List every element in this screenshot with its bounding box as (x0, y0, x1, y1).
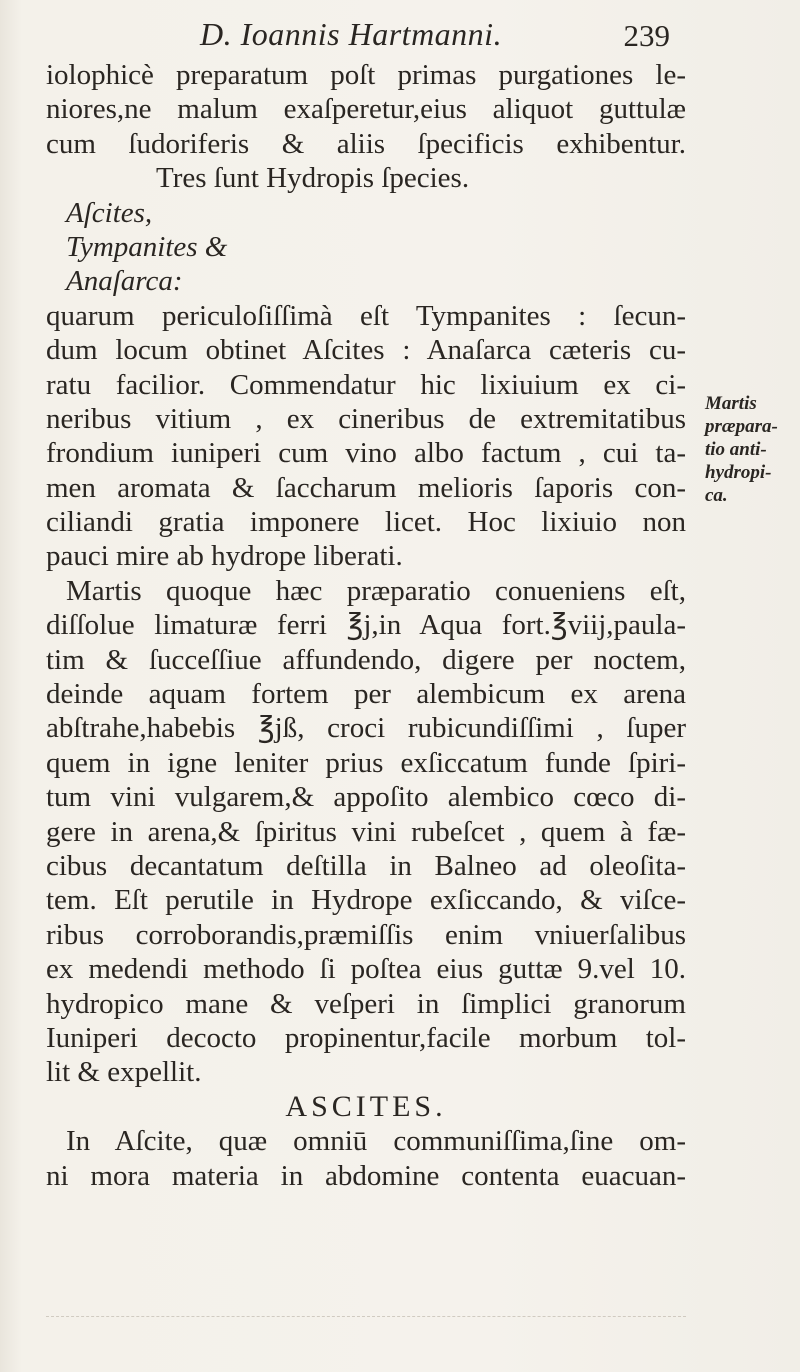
text-line: gere in arena,& ſpiritus vini rubeſcet , quem à fæ- (46, 815, 686, 848)
text-line: tum vini vulgarem,& appoſito alembico cœco di- (46, 781, 686, 814)
margin-note (705, 392, 797, 507)
margin-note-line: Martis (705, 393, 757, 414)
text-line: ex medendi methodo ſi poſtea eius guttæ 9.vel 10. (46, 953, 686, 986)
text-line: men aromata & ſaccharum melioris ſaporis con- (46, 471, 686, 504)
text-line: Iuniperi decocto propinentur,facile morbum tol- (46, 1021, 686, 1054)
text-line: ciliandi gratia imponere licet. Hoc lixiuio non (46, 506, 686, 539)
text-line: ni mora materia in abdomine contenta euacuan- (46, 1159, 686, 1192)
text-line: neribus vitium , ex cineribus de extremitatibus (46, 402, 686, 435)
text-line: ratu facilior. Commendatur hic lixiuium ex ci- (46, 368, 686, 401)
text-line: iolophicè preparatum poſt primas purgationes le- (46, 59, 686, 91)
text-line: frondium iuniperi cum vino albo factum , cui ta- (46, 437, 686, 470)
text-line: quarum periculoſiſſimà eſt Tympanites : ſecun- (46, 299, 686, 332)
text-line: ASCITES. (285, 1089, 447, 1123)
text-line: diſſolue limaturæ ferri ℥j,in Aqua fort.℥viij,paula- (46, 609, 686, 642)
body-text (46, 58, 686, 1193)
text-line: hydropico mane & veſperi in ſimplici granorum (46, 987, 686, 1020)
margin-note-line: tio anti- (705, 439, 767, 460)
text-line: Martis quoque hæc præparatio conueniens eſt, (66, 574, 686, 607)
text-line: tem. Eſt perutile in Hydrope exſiccando, & viſce- (46, 884, 686, 917)
text-line: dum locum obtinet Aſcites : Anaſarca cæteris cu- (46, 334, 686, 367)
text-line: cibus decantatum deſtilla in Balneo ad oleoſita- (46, 849, 686, 882)
text-line: Aſcites, (66, 196, 153, 229)
text-line: deinde aquam fortem per alembicum ex arena (46, 678, 686, 711)
text-line: niores,ne malum exaſperetur,eius aliquot guttulæ (46, 93, 686, 126)
text-line: Tympanites & (66, 230, 228, 263)
text-line: In Aſcite, quæ omniū communiſſima,ſine om- (66, 1125, 686, 1158)
margin-note-line: ca. (705, 485, 728, 506)
text-line: pauci mire ab hydrope liberati. (46, 540, 403, 573)
text-line: ribus corroborandis,præmiſſis enim vniuerſalibus (46, 918, 686, 951)
page-number: 239 (623, 18, 670, 53)
text-line: abſtrahe,habebis ℥jß, croci rubicundiſſimi , ſuper (46, 712, 686, 745)
text-line: Tres ſunt Hydropis ſpecies. (156, 162, 470, 195)
margin-note-line: hydropi- (705, 462, 772, 483)
faded-bottom-line (46, 1316, 686, 1325)
text-line: cum ſudoriferis & aliis ſpecificis exhibentur. (46, 127, 686, 160)
page-header (200, 16, 670, 56)
margin-note-line: præpara- (705, 416, 778, 437)
running-head: D. Ioannis Hartmanni. (200, 16, 503, 52)
text-line: quem in igne leniter prius exſiccatum funde ſpiri- (46, 746, 686, 779)
text-line: lit & expellit. (46, 1056, 202, 1089)
text-line: Anaſarca: (66, 265, 183, 298)
text-line: tim & ſucceſſiue affundendo, digere per noctem, (46, 643, 686, 676)
